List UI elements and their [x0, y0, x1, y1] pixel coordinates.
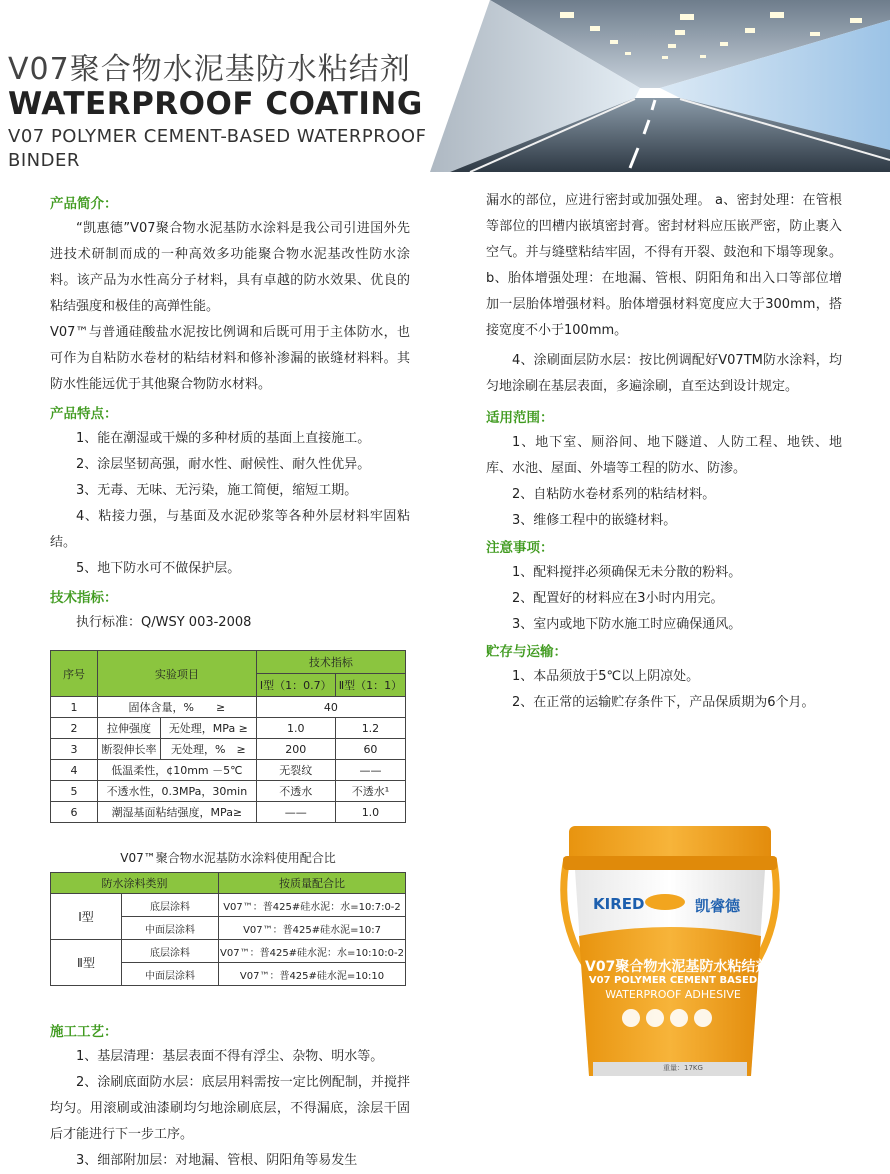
product-bucket-image	[555, 818, 785, 1088]
notes-heading: 注意事项：	[486, 540, 554, 556]
table-cell: 无处理，MPa ≥	[161, 718, 257, 739]
features-heading: 产品特点：	[50, 406, 118, 422]
storage-heading: 贮存与运输：	[486, 644, 567, 660]
intro-paragraph: “凯惠德”V07聚合物水泥基防水涂料是我公司引进国外先进技术研制而成的一种高效多功能聚合物水泥基改性防水涂料。该产品为水性高分子材料，具有卓越的防水效果、优良的粘结强度和极佳的高弹性能。	[50, 221, 410, 314]
table-cell: 3	[51, 739, 98, 760]
list-item: 1、本品须放于5℃以上阴凉处。	[512, 669, 700, 684]
table-row	[51, 718, 406, 739]
table-row	[51, 697, 406, 718]
table-cell: 60	[335, 739, 405, 760]
tech-table	[50, 650, 406, 823]
process-step: 4、涂刷面层防水层：按比例调配好V07TM防水涂料，均匀地涂刷在基层表面，多遍涂刷，直至达到设计规定。	[486, 353, 842, 394]
process-step: 3、细部附加层：对地漏、管根、阴阳角等易发生	[76, 1153, 358, 1168]
tech-standard: 执行标准：Q/WSY 003-2008	[76, 615, 252, 630]
table-cell: 无裂纹	[256, 760, 335, 781]
table-cell: 1	[51, 697, 98, 718]
bucket-line3: WATERPROOF ADHESIVE	[605, 988, 741, 1001]
table-cell: 拉伸强度	[98, 718, 161, 739]
table-cell: 2	[51, 718, 98, 739]
table-cell: V07™：普425#硅水泥=10:7	[219, 917, 406, 940]
table-cell: 底层涂料	[122, 894, 219, 917]
table-cell: Ⅱ型	[51, 940, 122, 986]
table-cell: 不透水	[256, 781, 335, 802]
list-item: 2、配置好的材料应在3小时内用完。	[512, 591, 724, 606]
table-cell: 底层涂料	[122, 940, 219, 963]
table-cell: 无处理，% ≥	[161, 739, 257, 760]
scope-heading: 适用范围：	[486, 410, 554, 426]
bucket-brand-en: KIRED	[593, 895, 645, 913]
tunnel-photo	[430, 0, 890, 172]
table-cell: 中面层涂料	[122, 917, 219, 940]
list-item: 1、能在潮湿或干燥的多种材质的基面上直接施工。	[76, 431, 371, 446]
table-row	[51, 940, 406, 963]
list-item: 3、维修工程中的嵌缝材料。	[512, 513, 677, 528]
table-cell: 1.0	[256, 718, 335, 739]
table-cell: Ⅰ型	[51, 894, 122, 940]
table-cell: 200	[256, 739, 335, 760]
list-item: 1、配料搅拌必须确保无未分散的粉料。	[512, 565, 742, 580]
table-cell: 中面层涂料	[122, 963, 219, 986]
table-row	[51, 802, 406, 823]
table-cell: V07™：普425#硅水泥：水=10:10:0-2	[219, 940, 406, 963]
table-header: 按质量配合比	[219, 873, 406, 894]
table-row	[51, 760, 406, 781]
table-cell: 40	[256, 697, 405, 718]
table-cell: ——	[256, 802, 335, 823]
table-cell: 不透水性，0.3MPa，30min	[98, 781, 257, 802]
list-item: 2、涂层坚韧高强，耐水性、耐候性、耐久性优异。	[76, 457, 371, 472]
list-item: 1、地下室、厕浴间、地下隧道、人防工程、地铁、地库、水池、屋面、外墙等工程的防水、防渗。	[486, 435, 842, 476]
table-header: 实验项目	[98, 651, 257, 697]
list-item: 2、自粘防水卷材系列的粘结材料。	[512, 487, 716, 502]
process-step: 2、涂刷底面防水层：底层用料需按一定比例配制，并搅拌均匀。用滚刷或油漆刷均匀地涂刷底层，不得漏底，涂层干固后才能进行下一步工序。	[50, 1075, 410, 1142]
table-cell: 低温柔性，¢10mm －5℃	[98, 760, 257, 781]
list-item: 3、室内或地下防水施工时应确保通风。	[512, 617, 742, 632]
table-cell: 1.2	[335, 718, 405, 739]
bucket-brand-cn: 凯睿德	[695, 897, 741, 915]
table-cell: 不透水¹	[335, 781, 405, 802]
left-column	[50, 190, 410, 1174]
table-cell: 固体含量，% ≥	[98, 697, 257, 718]
list-item: 5、地下防水可不做保护层。	[76, 561, 241, 576]
table-header: 序号	[51, 651, 98, 697]
bucket-line2: V07 POLYMER CEMENT BASED	[588, 975, 758, 986]
table-cell: V07™：普425#硅水泥：水=10:7:0-2	[219, 894, 406, 917]
table-row	[51, 894, 406, 917]
bucket-weight: 重量：17KG	[663, 1064, 703, 1072]
table-cell: V07™：普425#硅水泥=10:10	[219, 963, 406, 986]
table-cell: 6	[51, 802, 98, 823]
bucket-line1: V07聚合物水泥基防水粘结剂	[585, 959, 770, 975]
mix-table	[50, 872, 406, 986]
mix-title: V07™聚合物水泥基防水涂料使用配合比	[120, 851, 336, 865]
table-cell: 5	[51, 781, 98, 802]
intro-heading: 产品简介：	[50, 196, 118, 212]
title-en: WATERPROOF COATING	[8, 86, 423, 122]
list-item: 3、无毒、无味、无污染，施工简便，缩短工期。	[76, 483, 358, 498]
table-header: Ⅱ型（1：1）	[335, 674, 405, 697]
features-list	[50, 426, 410, 582]
tech-heading: 技术指标：	[50, 590, 118, 606]
table-cell: 4	[51, 760, 98, 781]
table-header: Ⅰ型（1：0.7）	[256, 674, 335, 697]
table-header: 技术指标	[256, 651, 405, 674]
table-header: 防水涂料类别	[51, 873, 219, 894]
title-cn: V07聚合物水泥基防水粘结剂	[8, 52, 411, 87]
table-cell: 1.0	[335, 802, 405, 823]
list-item: 4、粘接力强，与基面及水泥砂浆等各种外层材料牢固粘结。	[50, 509, 410, 550]
subtitle-en: V07 POLYMER CEMENT-BASED WATERPROOF BINDER	[8, 126, 427, 171]
process-heading: 施工工艺：	[50, 1024, 118, 1040]
table-row	[51, 781, 406, 802]
table-cell: 潮湿基面粘结强度，MPa≥	[98, 802, 257, 823]
intro-paragraph: V07™与普通硅酸盐水泥按比例调和后既可用于主体防水，也可作为自粘防水卷材的粘结材料和修补渗漏的嵌缝材料料。其防水性能远优于其他聚合物防水材料。	[50, 325, 410, 392]
table-cell: ——	[335, 760, 405, 781]
process-step: 漏水的部位，应进行密封或加强处理。 a、密封处理：在管根等部位的凹槽内嵌填密封膏。密封材料应压嵌严密，防止裹入空气。并与缝壁粘结牢固，不得有开裂、鼓泡和下塌等现象。 b、胎体增强处理：在地漏、管根、阴阳角和出入口等部位增加一层胎体增强材料。胎体增强材料宽度应大于300mm，搭接宽度不小于100mm。	[486, 193, 842, 338]
table-row	[51, 739, 406, 760]
list-item: 2、在正常的运输贮存条件下，产品保质期为6个月。	[512, 695, 815, 710]
process-step: 1、基层清理：基层表面不得有浮尘、杂物、明水等。	[76, 1049, 384, 1064]
right-column	[486, 188, 842, 716]
table-cell: 断裂伸长率	[98, 739, 161, 760]
